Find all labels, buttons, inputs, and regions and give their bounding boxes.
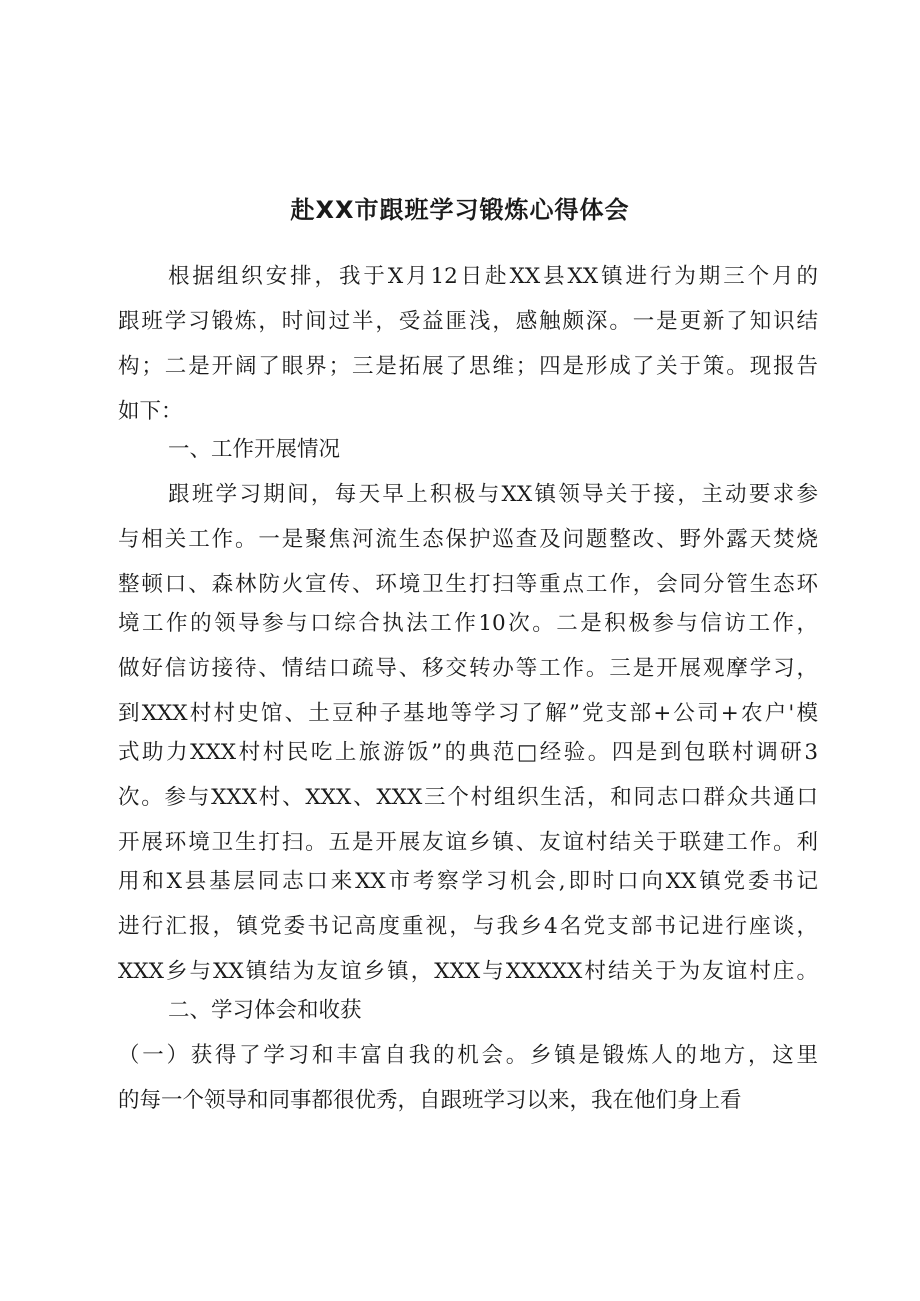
paragraph-line: XXX乡与XX镇结为友谊乡镇，XXX与XXXXX村结关于为友谊村庄。 [118,959,818,984]
paragraph-line: 构；二是开阔了眼界；三是拓展了思维；四是形成了关于策。现报告 [118,354,818,379]
section-heading: 一、工作开展情况 [168,437,341,462]
paragraph-line: 如下： [118,399,183,424]
paragraph-line: 式助力XXX村村民吃上旅游饭”的典范□经验。四是到包联村调研3 [118,740,818,765]
paragraph-line: 根据组织安排，我于X月12日赴XX县XX镇进行为期三个月的 [168,264,818,289]
paragraph-line: 进行汇报，镇党委书记高度重视，与我乡4名党支部书记进行座谈， [118,914,818,939]
paragraph-line: 与相关工作。一是聚焦河流生态保护巡查及问题整改、野外露天焚烧 [118,527,818,552]
paragraph-line: 境工作的领导参与口综合执法工作10次。二是积极参与信访工作， [118,611,818,636]
paragraph-line: 的每一个领导和同事都很优秀，自跟班学习以来，我在他们身上看 [118,1088,742,1113]
paragraph-line: 做好信访接待、情结口疏导、移交转办等工作。三是开展观摩学习， [118,656,818,681]
paragraph-line: 跟班学习锻炼，时间过半，受益匪浅，感触颇深。一是更新了知识结 [118,309,818,334]
paragraph-line: 跟班学习期间，每天早上积极与XX镇领导关于接，主动要求参 [168,482,818,507]
document-title: 赴XX市跟班学习锻炼心得体会 [290,196,630,224]
paragraph-line: （一）获得了学习和丰富自我的机会。乡镇是锻炼人的地方，这里 [118,1043,818,1068]
paragraph-line: 用和X县基层同志口来XX市考察学习机会,即时口向XX镇党委书记 [118,869,818,894]
paragraph-line: 开展环境卫生打扫。五是开展友谊乡镇、友谊村结关于联建工作。利 [118,830,818,855]
section-heading: 二、学习体会和收获 [168,998,362,1023]
paragraph-line: 到XXX村村史馆、土豆种子基地等学习了解”党支部+公司+农户'模 [118,701,818,726]
paragraph-line: 整顿口、森林防火宣传、环境卫生打扫等重点工作，会同分管生态环 [118,572,818,597]
paragraph-line: 次。参与XXX村、XXX、XXX三个村组织生活，和同志口群众共通口 [118,785,818,810]
